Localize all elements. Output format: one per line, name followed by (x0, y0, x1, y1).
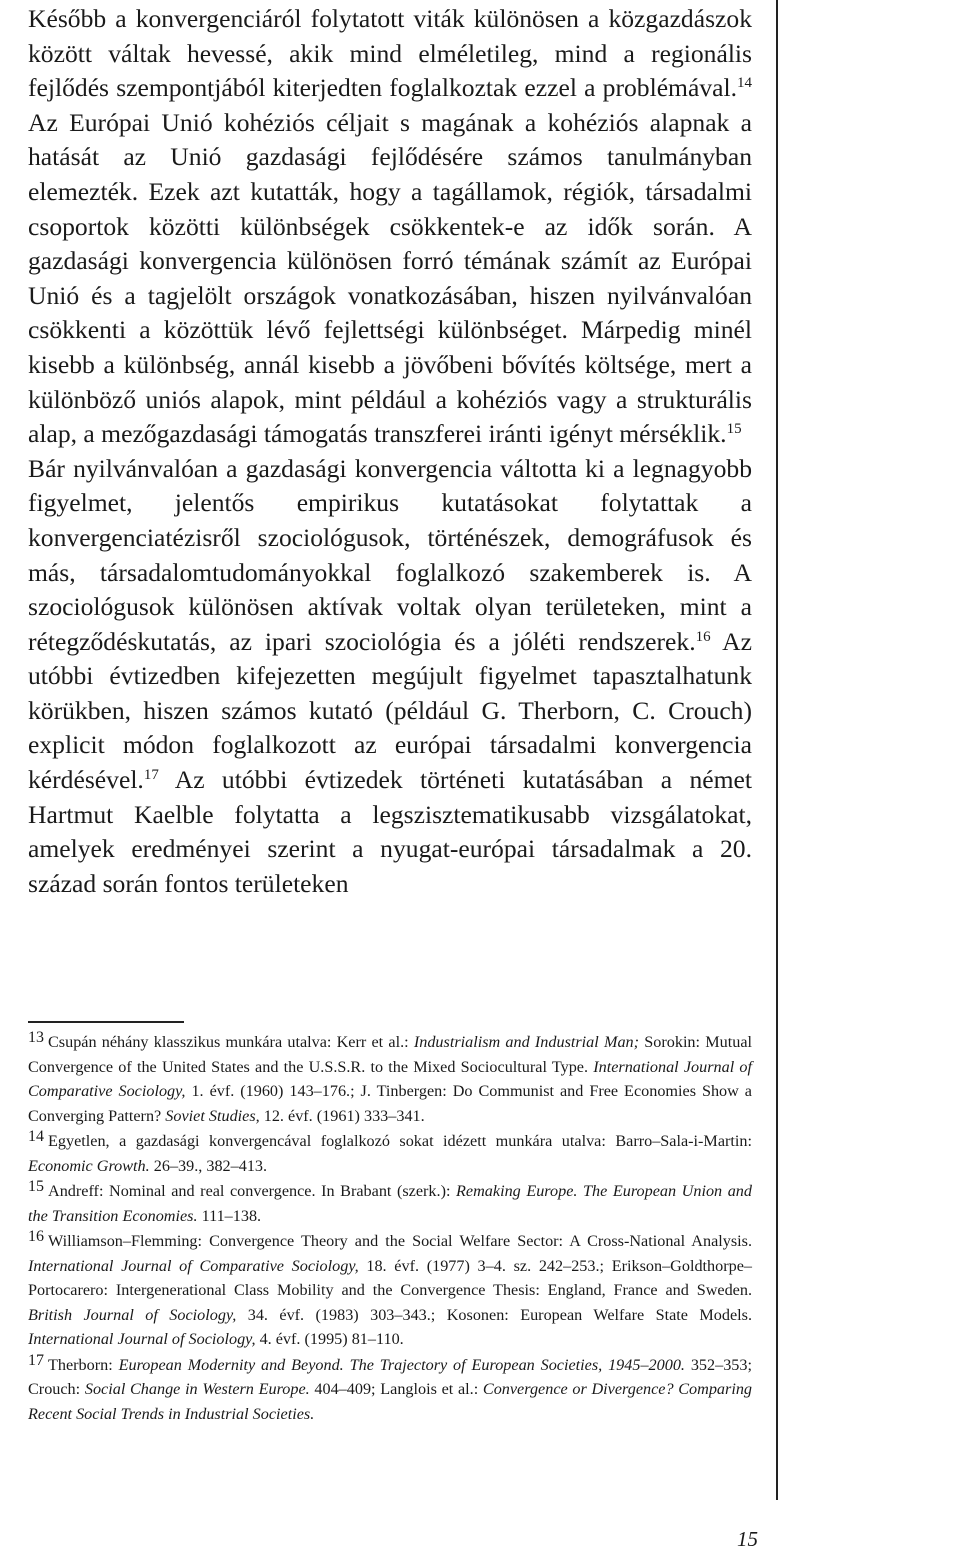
footnote-number: 17 (28, 1351, 44, 1369)
footnote-title: Economic Growth. (28, 1156, 150, 1175)
footnote-text: Therborn: (48, 1355, 119, 1374)
margin-rule (776, 0, 778, 1500)
body-text (28, 2, 752, 901)
footnote-text: Sorokin: Mutual Convergence of the United States and the U.S.S.R. to the Mixed Sociocultural Type. (28, 1033, 753, 1076)
footnote-ref-15: 15 (726, 421, 742, 438)
paragraph-1-text-b: Az Európai Unió kohéziós céljait s magának a kohéziós alapnak a hatását az Unió gazdasági fejlődésére számos tanulmányban elemezték. Ezek azt kutatták, hogy a tagállamok, régiók, társadalmi csoportok közötti különbségek csökkentek-e az idők során. A gazdasági konvergencia különösen forró témának számít az Európai Unió és a tagjelölt országok vonatkozásában, hiszen nyilvánvalóan csökkenti a közöttük lévő fejlettségi különbséget. Márpedig minél kisebb a különbség, annál kisebb a jövőbeni bővítés költsége, mert a különböző uniós alapok, mint például a kohéziós vagy a strukturális alap, a mezőgazdasági támogatás transzferei iránti igényt mérséklik. (28, 107, 752, 449)
paragraph-2-text-b: Az utóbbi évtizedben kifejezetten megújult figyelmet tapasztalhatunk körükben, hiszen számos kutató (például G. Therborn, C. Crouch) explicit módon foglalkozott az európai társadalmi konvergencia kérdésével. (28, 626, 752, 795)
paragraph-2-text-c: Az utóbbi évtizedek történeti kutatásában a német Hartmut Kaelble folytatta a legszisztematikusabb vizsgálatokat, amelyek eredményei szerint a nyugat-európai társadalmak a 20. század során fontos területeken (28, 765, 752, 898)
footnote-title: Remaking Europe. The European Union and the Transition Economies. (28, 1182, 752, 1225)
footnote-text: Williamson–Flemming: Convergence Theory and the Social Welfare Sector: A Cross-National Analysis. (48, 1232, 752, 1250)
footnote-text: 404–409; Langlois et al.: (309, 1380, 483, 1398)
footnote-15 (28, 1179, 752, 1228)
footnote-title: Soviet Studies, (165, 1106, 260, 1125)
footnote-ref-14: 14 (737, 75, 752, 92)
footnotes (28, 1030, 752, 1427)
paragraph-2-text-a: Bár nyilvánvalóan a gazdasági konvergencia váltotta ki a legnagyobb figyelmet, jelentős empirikus kutatásokat folytattak a konvergenciatézisről szociológusok, történészek, demográfusok és más, társadalomtudományokkal foglalkozó szakemberek is. A szociológusok különösen aktívak voltak olyan területeken, mint a rétegződéskutatás, az ipari szociológia és a jóléti rendszerek. (28, 453, 752, 656)
footnote-title: International Journal of Comparative Sociology, (28, 1256, 359, 1275)
footnote-13 (28, 1030, 752, 1128)
footnote-text: 18. évf. (1977) 3–4. sz. 242–253.; Erikson–Goldthorpe–Portocarero: Intergenerational Class Mobility and the Convergence Thesis: England, France and Sweden. (28, 1256, 752, 1299)
footnote-title: International Journal of Comparative Sociology, (28, 1057, 752, 1100)
footnote-text: Csupán néhány klasszikus munkára utalva: Kerr et al.: (48, 1033, 414, 1051)
footnote-title: Industrialism and Industrial Man; (413, 1033, 640, 1051)
footnote-text: Egyetlen, a gazdasági konvergencával foglalkozó sokat idézett munkára utalva: Barro–Sala-i-Martin: (48, 1132, 752, 1150)
footnote-title: European Modernity and Beyond. The Trajectory of European Societies, 1945–2000. (118, 1355, 685, 1374)
footnote-text: 12. évf. (1961) 333–341. (259, 1106, 425, 1125)
footnote-title: Convergence or Divergence? Comparing Recent Social Trends in Industrial Societies. (28, 1380, 753, 1423)
footnote-number: 15 (28, 1178, 44, 1195)
footnote-separator (28, 1021, 184, 1023)
footnote-text: 352–353; Crouch: (28, 1355, 752, 1398)
footnote-ref-16: 16 (695, 628, 711, 645)
footnote-text: 34. évf. (1983) 303–343.; Kosonen: European Welfare State Models. (236, 1305, 753, 1324)
footnote-text: 4. évf. (1995) 81–110. (255, 1330, 404, 1348)
footnote-ref-17: 17 (143, 767, 159, 784)
footnote-14 (28, 1129, 752, 1178)
footnote-number: 16 (28, 1228, 44, 1245)
footnote-text: 1. évf. (1960) 143–176.; J. Tinbergen: Do Communist and Free Economies Show a Converging Pattern? (28, 1082, 752, 1125)
footnote-text: 26–39., 382–413. (149, 1156, 268, 1175)
page-number: 15 (737, 1527, 758, 1551)
paragraph-1-text-a: Később a konvergenciáról folytatott viták különösen a közgazdászok között váltak hevessé, akik mind elméletileg, mind a regionális fejlődés szempontjából kiterjedten foglalkoztak ezzel a problémával. (28, 4, 752, 103)
footnote-title: Social Change in Western Europe. (84, 1380, 310, 1398)
footnote-title: British Journal of Sociology, (28, 1305, 237, 1324)
footnote-text: 111–138. (197, 1206, 262, 1225)
footnote-number: 13 (28, 1029, 44, 1046)
footnote-16 (28, 1229, 752, 1352)
footnote-text: Andreff: Nominal and real convergence. In Brabant (szerk.): (48, 1182, 457, 1200)
paragraph-1 (28, 2, 752, 452)
footnote-title: International Journal of Sociology, (28, 1330, 256, 1348)
paragraph-2 (28, 452, 752, 902)
footnote-number: 14 (28, 1128, 44, 1145)
footnote-17 (28, 1353, 752, 1427)
